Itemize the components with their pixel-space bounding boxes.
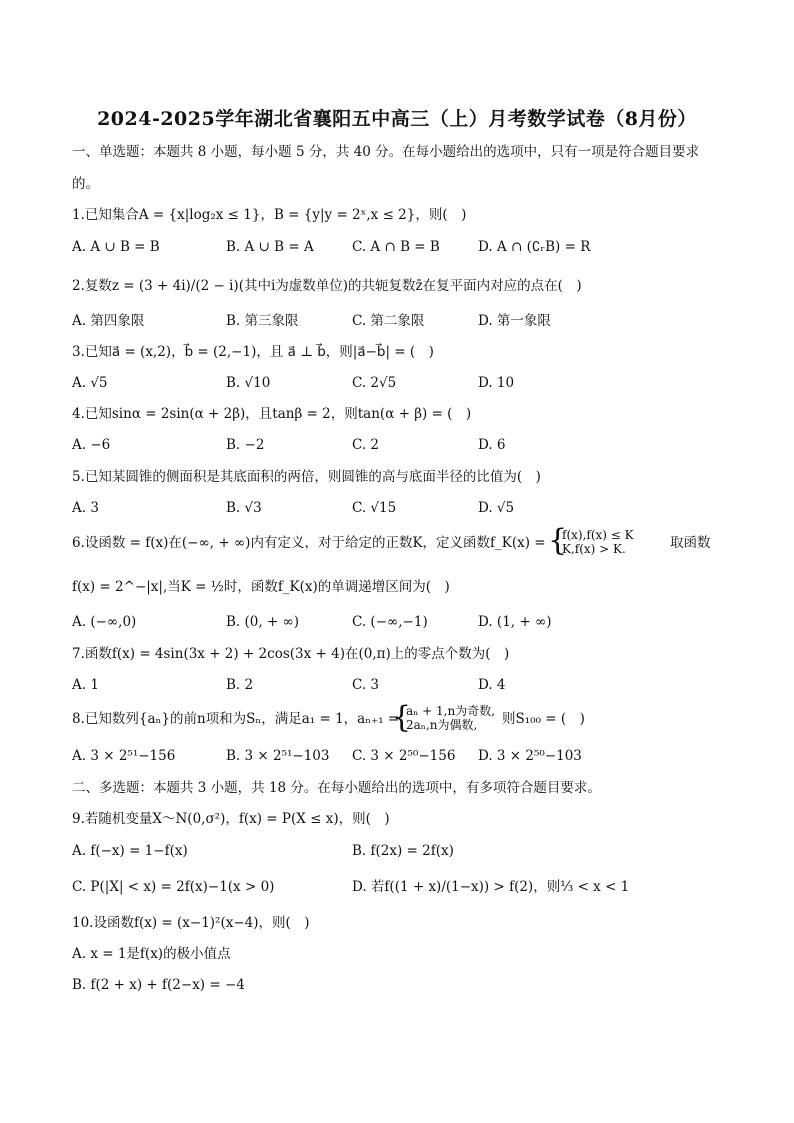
question-3-option-d: D. 10 (478, 375, 515, 391)
question-1-option-b: B. A ∪ B = A (226, 239, 314, 255)
question-6-stem-first: 6.设函数 = f(x)在(−∞, + ∞)内有定义，对于给定的正数K，定义函数f_K(x) = (72, 535, 546, 551)
question-2-option-a: A. 第四象限 (72, 313, 145, 329)
question-8-brace: { (392, 700, 412, 735)
question-1-stem: 1.已知集合A = {x|log₂x ≤ 1}，B = {y|y = 2ˣ,x ≤ 2}，则( ) (72, 207, 467, 223)
question-8-option-c: C. 3 × 2⁵⁰−156 (352, 748, 456, 764)
question-2-option-d: D. 第一象限 (478, 313, 551, 329)
question-8-option-d: D. 3 × 2⁵⁰−103 (478, 748, 582, 764)
question-1-option-a: A. A ∪ B = B (72, 239, 160, 255)
question-10-option-b: B. f(2 + x) + f(2−x) = −4 (72, 977, 245, 993)
question-3-option-c: C. 2√5 (352, 375, 397, 391)
question-6-stem-second: f(x) = 2^−|x|,当K = ½时，函数f_K(x)的单调递增区间为( ) (72, 579, 450, 595)
question-8-case-2: 2aₙ,n为偶数, (406, 718, 478, 732)
question-6-case-1: f(x),f(x) ≤ K (562, 528, 634, 542)
question-5-stem: 5.已知某圆锥的侧面积是其底面积的两倍，则圆锥的高与底面半径的比值为( ) (72, 469, 541, 485)
question-9-option-c: C. P(|X| < x) = 2f(x)−1(x > 0) (72, 879, 275, 895)
section1-heading-line1: 一、单选题：本题共 8 小题，每小题 5 分，共 40 分。在每小题给出的选项中，只有一项是符合题目要求 (72, 144, 700, 160)
question-8-stem-first: 8.已知数列{aₙ}的前n项和为Sₙ，满足a₁ = 1，aₙ₊₁ = (72, 711, 400, 727)
question-4-option-c: C. 2 (352, 437, 380, 453)
question-5-option-c: C. √15 (352, 500, 397, 516)
question-8-option-b: B. 3 × 2⁵¹−103 (226, 748, 330, 764)
question-6-option-a: A. (−∞,0) (72, 614, 137, 630)
question-8-case-1: aₙ + 1,n为奇数, (406, 704, 496, 718)
question-7-stem: 7.函数f(x) = 4sin(3x + 2) + 2cos(3x + 4)在(0,π)上的零点个数为( ) (72, 646, 510, 662)
question-9-option-b: B. f(2x) = 2f(x) (352, 843, 454, 859)
section2-heading: 二、多选题：本题共 3 小题，共 18 分。在每小题给出的选项中，有多项符合题目要求。 (72, 780, 601, 796)
question-4-option-a: A. −6 (72, 437, 111, 453)
question-5-option-b: B. √3 (226, 500, 262, 516)
question-4-stem: 4.已知sinα = 2sin(α + 2β)，且tanβ = 2，则tan(α + β) = ( ) (72, 406, 472, 422)
question-6-option-d: D. (1, + ∞) (478, 614, 552, 630)
question-2-option-c: C. 第二象限 (352, 313, 425, 329)
question-3-option-a: A. √5 (72, 375, 108, 391)
question-6-option-b: B. (0, + ∞) (226, 614, 300, 630)
question-3-stem: 3.已知a⃗ = (x,2)，b⃗ = (2,−1)，且 a⃗ ⊥ b⃗，则|a⃗−b⃗| = ( ) (72, 344, 434, 360)
exam-title: 2024-2025学年湖北省襄阳五中高三（上）月考数学试卷（8月份） (97, 108, 697, 130)
question-6-case-2: K,f(x) > K. (562, 542, 626, 556)
question-5-option-d: D. √5 (478, 500, 515, 516)
question-4-option-d: D. 6 (478, 437, 506, 453)
section1-heading-line2: 的。 (72, 176, 99, 192)
question-9-option-d: D. 若f((1 + x)/(1−x)) > f(2)，则⅓ < x < 1 (352, 879, 630, 895)
question-1-option-d: D. A ∩ (∁ᵣB) = R (478, 239, 591, 255)
question-10-option-a: A. x = 1是f(x)的极小值点 (72, 946, 231, 962)
question-8-stem-tail: 则S₁₀₀ = ( ) (502, 711, 585, 727)
question-5-option-a: A. 3 (72, 500, 99, 516)
question-7-option-a: A. 1 (72, 677, 99, 693)
question-6-brace: { (548, 523, 568, 558)
question-2-stem: 2.复数z = (3 + 4i)/(2 − i)(其中i为虚数单位)的共轭复数z̄在复平面内对应的点在( ) (72, 278, 582, 294)
question-6-option-c: C. (−∞,−1) (352, 614, 428, 630)
question-3-option-b: B. √10 (226, 375, 271, 391)
question-8-option-a: A. 3 × 2⁵¹−156 (72, 748, 176, 764)
question-7-option-c: C. 3 (352, 677, 380, 693)
question-7-option-d: D. 4 (478, 677, 506, 693)
question-1-option-c: C. A ∩ B = B (352, 239, 440, 255)
question-9-option-a: A. f(−x) = 1−f(x) (72, 843, 188, 859)
question-9-stem: 9.若随机变量X～N(0,σ²)，f(x) = P(X ≤ x)，则( ) (72, 811, 390, 827)
question-6-stem-tail: 取函数 (670, 535, 711, 551)
question-2-option-b: B. 第三象限 (226, 313, 299, 329)
question-7-option-b: B. 2 (226, 677, 254, 693)
question-4-option-b: B. −2 (226, 437, 265, 453)
question-10-stem: 10.设函数f(x) = (x−1)²(x−4)，则( ) (72, 915, 310, 931)
